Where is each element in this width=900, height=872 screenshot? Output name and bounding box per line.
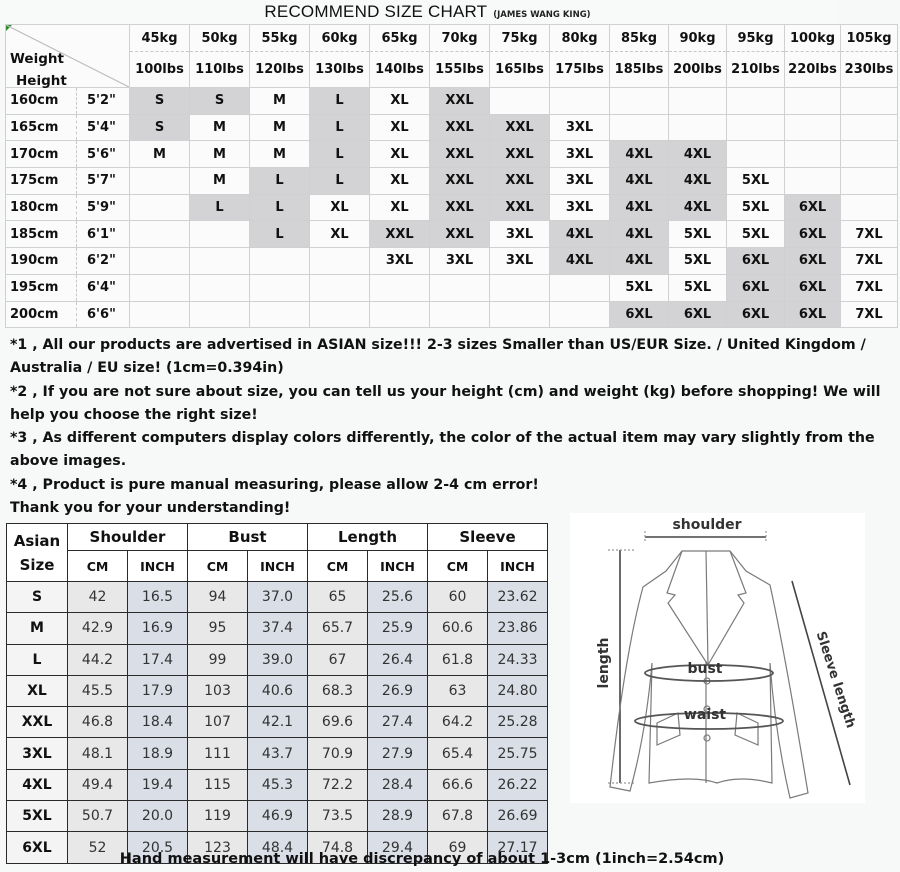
diagram-label-shoulder: shoulder (672, 517, 742, 533)
weight-kg-header: 55kg (250, 25, 310, 52)
size-cell (785, 114, 841, 141)
size-cell: XL (370, 168, 430, 195)
size-cell (727, 141, 785, 168)
size-cell: L (250, 168, 310, 195)
size-cell (430, 301, 490, 328)
height-ft: 6'4" (77, 274, 130, 301)
measurement-row (7, 644, 548, 675)
size-cell (785, 168, 841, 195)
measurement-value: 37.4 (248, 613, 308, 644)
measurement-value: 66.6 (428, 769, 488, 800)
size-cell: 6XL (727, 301, 785, 328)
height-row (6, 194, 898, 221)
size-cell: 6XL (785, 221, 841, 248)
weight-kg-header: 70kg (430, 25, 490, 52)
size-cell (370, 274, 430, 301)
size-cell: 4XL (610, 248, 669, 275)
weight-lbs-header: 155lbs (430, 52, 490, 88)
height-ft: 5'2" (77, 88, 130, 115)
measurement-value: 103 (188, 675, 248, 706)
asian-size: 4XL (7, 769, 68, 800)
measurement-value: 37.0 (248, 582, 308, 613)
size-cell (250, 301, 310, 328)
size-cell: 4XL (610, 194, 669, 221)
measurement-value: 61.8 (428, 644, 488, 675)
size-cell: 6XL (727, 274, 785, 301)
size-cell (841, 88, 898, 115)
measurement-value: 42.1 (248, 707, 308, 738)
size-cell (610, 114, 669, 141)
measurement-value: 18.9 (128, 738, 188, 769)
size-cell (727, 114, 785, 141)
measurement-value: 39.0 (248, 644, 308, 675)
size-cell (490, 88, 550, 115)
asian-size: XXL (7, 707, 68, 738)
size-cell (130, 274, 190, 301)
size-cell: L (250, 194, 310, 221)
size-cell (490, 274, 550, 301)
measurement-value: 43.7 (248, 738, 308, 769)
measurement-value: 27.9 (368, 738, 428, 769)
measurement-value: 63 (428, 675, 488, 706)
size-cell: XXL (370, 221, 430, 248)
size-cell (130, 168, 190, 195)
weight-lbs-header: 210lbs (727, 52, 785, 88)
measurement-value: 28.9 (368, 801, 428, 832)
size-cell: M (130, 141, 190, 168)
unit-header: INCH (368, 551, 428, 582)
height-ft: 6'6" (77, 301, 130, 328)
size-cell (130, 221, 190, 248)
measurement-row (7, 675, 548, 706)
measurement-value: 26.4 (368, 644, 428, 675)
size-cell: L (310, 168, 370, 195)
measurement-value: 25.28 (488, 707, 548, 738)
measurement-value: 19.4 (128, 769, 188, 800)
size-cell: 5XL (669, 248, 727, 275)
height-ft: 5'4" (77, 114, 130, 141)
measurement-value: 115 (188, 769, 248, 800)
size-cell: XL (370, 88, 430, 115)
measurement-value: 95 (188, 613, 248, 644)
measurement-value: 45.3 (248, 769, 308, 800)
height-row (6, 141, 898, 168)
size-cell: 4XL (669, 168, 727, 195)
size-cell: S (130, 114, 190, 141)
size-cell: M (250, 141, 310, 168)
size-cell: XL (370, 141, 430, 168)
measurement-row (7, 582, 548, 613)
weight-kg-header: 45kg (130, 25, 190, 52)
measurement-value: 44.2 (68, 644, 128, 675)
size-cell: 3XL (430, 248, 490, 275)
measurement-value: 48.1 (68, 738, 128, 769)
weight-lbs-header: 185lbs (610, 52, 669, 88)
size-cell: 4XL (610, 168, 669, 195)
measurement-value: 119 (188, 801, 248, 832)
size-cell: XXL (430, 168, 490, 195)
asian-size: L (7, 644, 68, 675)
size-cell: 5XL (727, 194, 785, 221)
unit-header: CM (308, 551, 368, 582)
height-cm: 160cm (6, 88, 77, 115)
measurement-value: 27.17 (488, 832, 548, 863)
unit-header: CM (188, 551, 248, 582)
size-cell (841, 194, 898, 221)
size-cell (190, 221, 250, 248)
size-cell: 7XL (841, 301, 898, 328)
weight-lbs-header: 230lbs (841, 52, 898, 88)
size-cell: 3XL (550, 168, 610, 195)
size-cell: 4XL (669, 141, 727, 168)
size-cell: XXL (490, 114, 550, 141)
size-cell (727, 88, 785, 115)
size-cell (250, 274, 310, 301)
weight-kg-header: 90kg (669, 25, 727, 52)
asian-size: 5XL (7, 801, 68, 832)
size-cell: 3XL (370, 248, 430, 275)
measurement-value: 69.6 (308, 707, 368, 738)
size-cell: L (310, 114, 370, 141)
height-row (6, 168, 898, 195)
measurement-row (7, 707, 548, 738)
recommend-size-grid (5, 24, 898, 328)
size-cell (669, 114, 727, 141)
measurement-value: 48.4 (248, 832, 308, 863)
unit-header: INCH (128, 551, 188, 582)
measurement-value: 49.4 (68, 769, 128, 800)
measurement-value: 28.4 (368, 769, 428, 800)
size-cell (785, 141, 841, 168)
measurement-value: 26.22 (488, 769, 548, 800)
size-cell (130, 301, 190, 328)
size-cell: M (190, 141, 250, 168)
size-cell: 5XL (669, 274, 727, 301)
size-cell: XXL (430, 194, 490, 221)
asian-size: M (7, 613, 68, 644)
size-cell: XXL (490, 141, 550, 168)
size-cell: 5XL (727, 221, 785, 248)
size-cell (190, 301, 250, 328)
weight-lbs-header: 120lbs (250, 52, 310, 88)
height-row (6, 248, 898, 275)
measurement-value: 45.5 (68, 675, 128, 706)
size-cell (841, 114, 898, 141)
measurement-value: 26.9 (368, 675, 428, 706)
height-cm: 185cm (6, 221, 77, 248)
size-cell (130, 248, 190, 275)
jacket-measurement-diagram (570, 513, 865, 803)
measurement-value: 73.5 (308, 801, 368, 832)
height-cm: 180cm (6, 194, 77, 221)
measurement-row (7, 613, 548, 644)
size-cell: 6XL (610, 301, 669, 328)
weight-lbs-header: 100lbs (130, 52, 190, 88)
measurement-value: 65.7 (308, 613, 368, 644)
unit-header: CM (428, 551, 488, 582)
measurement-value: 123 (188, 832, 248, 863)
size-cell: 3XL (550, 114, 610, 141)
diagram-label-sleeve: Sleeve length (812, 629, 859, 731)
height-cm: 170cm (6, 141, 77, 168)
measurement-value: 20.5 (128, 832, 188, 863)
size-cell: 6XL (669, 301, 727, 328)
size-cell (490, 301, 550, 328)
measurement-table (6, 523, 548, 864)
measurement-value: 70.9 (308, 738, 368, 769)
diagram-label-waist: waist (683, 707, 727, 723)
weight-kg-header: 75kg (490, 25, 550, 52)
weight-kg-header: 80kg (550, 25, 610, 52)
size-cell: XXL (490, 194, 550, 221)
size-cell: 5XL (669, 221, 727, 248)
weight-lbs-header: 140lbs (370, 52, 430, 88)
size-cell: XXL (430, 88, 490, 115)
size-cell (841, 141, 898, 168)
size-cell: 3XL (490, 248, 550, 275)
weight-lbs-header: 130lbs (310, 52, 370, 88)
measurement-value: 24.80 (488, 675, 548, 706)
weight-lbs-header: 200lbs (669, 52, 727, 88)
measurement-value: 42 (68, 582, 128, 613)
height-row (6, 301, 898, 328)
measurement-value: 50.7 (68, 801, 128, 832)
measurement-value: 111 (188, 738, 248, 769)
chart-title-main: RECOMMEND SIZE CHART (264, 2, 488, 21)
height-row (6, 221, 898, 248)
measurement-value: 94 (188, 582, 248, 613)
weight-kg-header: 100kg (785, 25, 841, 52)
measurement-value: 60 (428, 582, 488, 613)
measurement-value: 20.0 (128, 801, 188, 832)
size-cell: 4XL (550, 248, 610, 275)
size-cell: L (190, 194, 250, 221)
size-cell: 5XL (727, 168, 785, 195)
measurement-value: 46.8 (68, 707, 128, 738)
height-cm: 175cm (6, 168, 77, 195)
size-cell (669, 88, 727, 115)
measurement-row (7, 769, 548, 800)
jacket-outline-icon (570, 513, 865, 803)
measurement-value: 68.3 (308, 675, 368, 706)
measurement-row (7, 738, 548, 769)
size-cell: L (310, 88, 370, 115)
size-cell (190, 274, 250, 301)
measurement-value: 23.86 (488, 613, 548, 644)
size-cell (190, 248, 250, 275)
size-cell: XL (370, 194, 430, 221)
asian-size: 6XL (7, 832, 68, 863)
unit-header: INCH (248, 551, 308, 582)
measurement-value: 69 (428, 832, 488, 863)
weight-kg-header: 95kg (727, 25, 785, 52)
size-cell: XXL (430, 221, 490, 248)
height-ft: 6'1" (77, 221, 130, 248)
size-cell: 4XL (610, 141, 669, 168)
measurement-value: 99 (188, 644, 248, 675)
height-ft: 5'9" (77, 194, 130, 221)
size-cell (310, 301, 370, 328)
size-cell (550, 88, 610, 115)
asian-size-header: Asian Size (7, 524, 68, 582)
measurement-value: 17.9 (128, 675, 188, 706)
measurement-value: 67 (308, 644, 368, 675)
chart-brand: (JAMES WANG KING) (493, 10, 591, 20)
unit-header: INCH (488, 551, 548, 582)
asian-size: 3XL (7, 738, 68, 769)
measurement-value: 60.6 (428, 613, 488, 644)
size-cell: 6XL (727, 248, 785, 275)
size-cell: 7XL (841, 274, 898, 301)
measurement-value: 29.4 (368, 832, 428, 863)
weight-lbs-header: 110lbs (190, 52, 250, 88)
note-line: *3 , As different computers display colors differently, the color of the actual item may vary slightly from the above images. (10, 430, 875, 470)
note-line: *1 , All our products are advertised in ASIAN size!!! 2-3 sizes Smaller than US/EUR Size. / United Kingdom / Australia / EU size! (1cm=0.394in) (10, 337, 866, 377)
measurement-value: 25.6 (368, 582, 428, 613)
weight-lbs-header: 165lbs (490, 52, 550, 88)
measurement-value: 72.2 (308, 769, 368, 800)
size-cell: 4XL (550, 221, 610, 248)
size-cell (785, 88, 841, 115)
size-cell: 6XL (785, 248, 841, 275)
height-cm: 190cm (6, 248, 77, 275)
height-ft: 5'7" (77, 168, 130, 195)
weight-kg-header: 85kg (610, 25, 669, 52)
size-cell (310, 274, 370, 301)
size-cell (310, 248, 370, 275)
size-cell: XL (310, 221, 370, 248)
size-cell: XL (310, 194, 370, 221)
measurement-value: 27.4 (368, 707, 428, 738)
measurement-value: 17.4 (128, 644, 188, 675)
unit-header: CM (68, 551, 128, 582)
measurement-value: 46.9 (248, 801, 308, 832)
weight-kg-header: 105kg (841, 25, 898, 52)
size-cell: XXL (430, 141, 490, 168)
size-cell: 7XL (841, 248, 898, 275)
measurement-value: 52 (68, 832, 128, 863)
size-cell (430, 274, 490, 301)
measurement-value: 25.75 (488, 738, 548, 769)
weight-kg-header: 50kg (190, 25, 250, 52)
size-cell: 6XL (785, 274, 841, 301)
size-cell: M (190, 114, 250, 141)
weight-height-corner (6, 25, 130, 88)
size-cell: 3XL (550, 194, 610, 221)
asian-size: XL (7, 675, 68, 706)
measurement-row (7, 801, 548, 832)
note-line: *4 , Product is pure manual measuring, please allow 2-4 cm error! (10, 476, 539, 493)
size-cell: 4XL (669, 194, 727, 221)
measure-group-header: Sleeve (428, 524, 548, 551)
size-cell (841, 168, 898, 195)
height-row (6, 88, 898, 115)
measurement-value: 64.2 (428, 707, 488, 738)
measurement-value: 65 (308, 582, 368, 613)
measurement-value: 74.8 (308, 832, 368, 863)
size-cell: M (190, 168, 250, 195)
weight-label: Weight (10, 51, 64, 67)
size-cell (550, 301, 610, 328)
height-cm: 165cm (6, 114, 77, 141)
size-cell: L (250, 221, 310, 248)
measurement-value: 42.9 (68, 613, 128, 644)
size-cell: 5XL (610, 274, 669, 301)
height-row (6, 274, 898, 301)
measurement-value: 16.9 (128, 613, 188, 644)
weight-kg-header: 65kg (370, 25, 430, 52)
size-cell: M (250, 114, 310, 141)
height-ft: 6'2" (77, 248, 130, 275)
size-cell: XL (370, 114, 430, 141)
weight-lbs-header: 220lbs (785, 52, 841, 88)
size-cell: 7XL (841, 221, 898, 248)
diagram-label-bust: bust (687, 661, 723, 677)
height-ft: 5'6" (77, 141, 130, 168)
size-cell: 3XL (550, 141, 610, 168)
chart-title (0, 0, 835, 24)
size-cell: L (310, 141, 370, 168)
measure-group-header: Length (308, 524, 428, 551)
size-cell: XXL (490, 168, 550, 195)
measurement-value: 23.62 (488, 582, 548, 613)
size-cell (550, 274, 610, 301)
size-notes (10, 334, 890, 520)
diagram-label-length: length (596, 637, 612, 689)
measurement-value: 40.6 (248, 675, 308, 706)
size-cell (250, 248, 310, 275)
asian-size: S (7, 582, 68, 613)
height-cm: 200cm (6, 301, 77, 328)
size-cell (370, 301, 430, 328)
weight-kg-header: 60kg (310, 25, 370, 52)
height-row (6, 114, 898, 141)
height-label: Height (16, 73, 67, 89)
size-cell: S (130, 88, 190, 115)
measurement-value: 26.69 (488, 801, 548, 832)
size-cell: S (190, 88, 250, 115)
measurement-value: 67.8 (428, 801, 488, 832)
measurement-disclaimer: Hand measurement will have discrepancy of about 1-3cm (1inch=2.54cm) (119, 851, 725, 867)
size-cell: 3XL (490, 221, 550, 248)
measurement-value: 24.33 (488, 644, 548, 675)
note-line: Thank you for your understanding! (10, 500, 291, 517)
size-cell: 6XL (785, 301, 841, 328)
size-cell: 6XL (785, 194, 841, 221)
measurement-value: 65.4 (428, 738, 488, 769)
measurement-value: 18.4 (128, 707, 188, 738)
size-cell (610, 88, 669, 115)
size-cell: M (250, 88, 310, 115)
note-line: *2 , If you are not sure about size, you can tell us your height (cm) and weight (kg) before shopping! We will help you choose the right size! (10, 383, 881, 423)
measurement-value: 107 (188, 707, 248, 738)
size-cell (130, 194, 190, 221)
height-cm: 195cm (6, 274, 77, 301)
measure-group-header: Bust (188, 524, 308, 551)
measurement-value: 25.9 (368, 613, 428, 644)
measurement-value: 16.5 (128, 582, 188, 613)
size-cell: XXL (430, 114, 490, 141)
size-cell: 4XL (610, 221, 669, 248)
weight-lbs-header: 175lbs (550, 52, 610, 88)
measure-group-header: Shoulder (68, 524, 188, 551)
